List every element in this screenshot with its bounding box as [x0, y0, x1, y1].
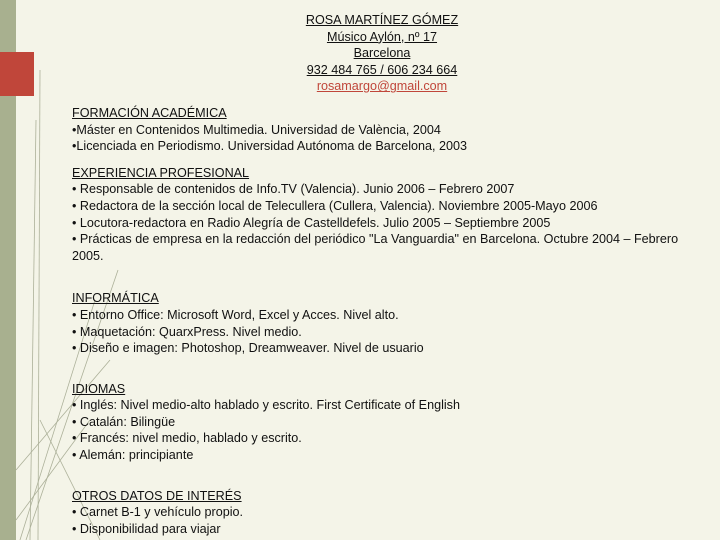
- section-title: IDIOMAS: [72, 381, 126, 396]
- list-item: • Alemán: principiante: [72, 448, 194, 463]
- candidate-address: Músico Aylón, nº 17: [326, 29, 438, 44]
- section-idiomas: [72, 381, 702, 464]
- cv-document: [72, 12, 702, 537]
- candidate-email-link[interactable]: rosamargo@gmail.com: [316, 79, 448, 94]
- list-item: • Diseño e imagen: Photoshop, Dreamweaver. Nivel de usuario: [72, 341, 424, 356]
- section-title: OTROS DATOS DE INTERÉS: [72, 488, 242, 503]
- list-item: • Inglés: Nivel medio-alto hablado y escrito. First Certificate of English: [72, 398, 460, 413]
- cv-header: [62, 12, 702, 95]
- list-item: • Carnet B-1 y vehículo propio.: [72, 505, 244, 520]
- list-item: • Francés: nivel medio, hablado y escrito.: [72, 431, 302, 446]
- list-item: • Locutora-redactora en Radio Alegría de Castelldefels. Julio 2005 – Septiembre 2005: [72, 215, 551, 230]
- list-item: • Entorno Office: Microsoft Word, Excel y Acces. Nivel alto.: [72, 307, 399, 322]
- list-item: • Disponibilidad para viajar: [72, 521, 221, 536]
- candidate-phones: 932 484 765 / 606 234 664: [306, 62, 458, 77]
- section-title: FORMACIÓN ACADÉMICA: [72, 105, 227, 120]
- section-otros: [72, 488, 702, 538]
- list-item: • Catalán: Bilingüe: [72, 414, 176, 429]
- list-item: • Redactora de la sección local de Telecullera (Cullera, Valencia). Noviembre 2005-Mayo 2006: [72, 198, 598, 213]
- section-title: INFORMÁTICA: [72, 291, 159, 306]
- list-item: •Máster en Contenidos Multimedia. Universidad de València, 2004: [72, 122, 441, 137]
- list-item: • Responsable de contenidos de Info.TV (Valencia). Junio 2006 – Febrero 2007: [72, 182, 515, 197]
- section-experiencia: [72, 165, 702, 265]
- section-title: EXPERIENCIA PROFESIONAL: [72, 165, 250, 180]
- list-item: •Licenciada en Periodismo. Universidad Autónoma de Barcelona, 2003: [72, 139, 468, 154]
- candidate-name: ROSA MARTÍNEZ GÓMEZ: [305, 13, 459, 27]
- list-item: • Maquetación: QuarxPress. Nivel medio.: [72, 324, 302, 339]
- candidate-city: Barcelona: [353, 46, 411, 61]
- section-formacion: [72, 105, 702, 155]
- list-item: • Prácticas de empresa en la redacción del periódico "La Vanguardia" en Barcelona. Octubre 2004 – Febrero 2005.: [72, 232, 679, 263]
- section-informatica: [72, 290, 702, 356]
- red-accent-tab: [0, 52, 34, 96]
